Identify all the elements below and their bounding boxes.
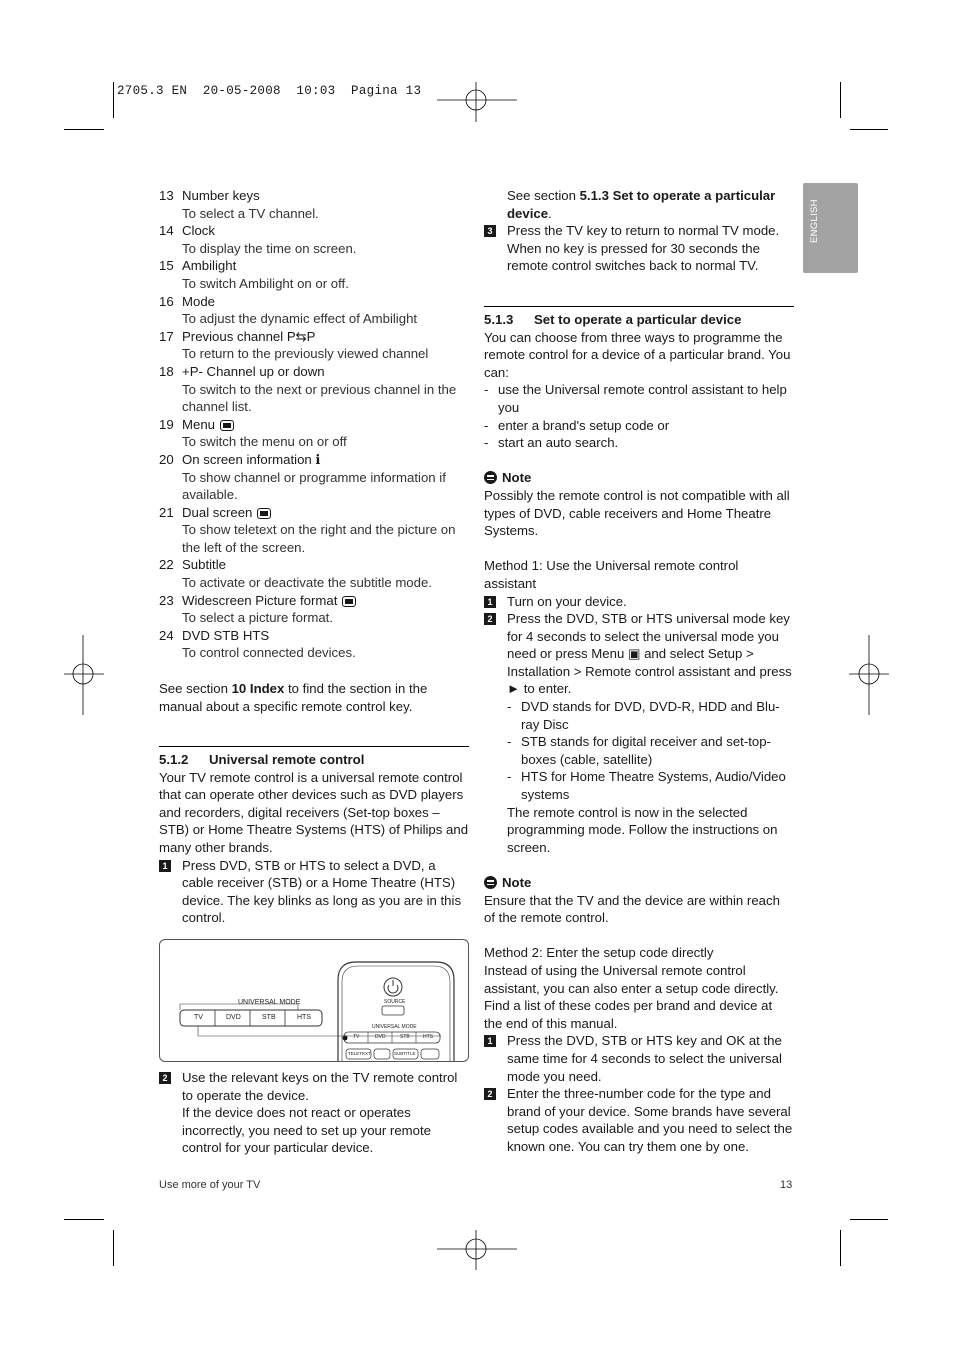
key-title: Mode xyxy=(182,293,215,309)
fig-source-label: SOURCE xyxy=(384,999,406,1005)
key-number: 24 xyxy=(159,627,174,643)
section-512-cont xyxy=(159,1069,469,1157)
section-512-step-2-note: If the device does not react or operates incorrectly, you need to set up your remote control for your particular device. xyxy=(182,1105,431,1156)
section-513-heading: 5.1.3 Set to operate a particular device xyxy=(484,306,794,329)
note-heading: Note xyxy=(484,469,794,487)
section-513 xyxy=(484,306,794,1156)
crop-mark xyxy=(113,1230,114,1266)
footer-left: Use more of your TV xyxy=(159,1179,261,1191)
print-header: 2705.3 EN 20-05-2008 10:03 Pagina 13 xyxy=(117,84,422,98)
key-title: Clock xyxy=(182,223,215,239)
key-item-20 xyxy=(159,451,469,504)
note-icon xyxy=(484,471,497,484)
see-section-513: See section 5.1.3 Set to operate a particular device. xyxy=(507,188,776,221)
crop-mark xyxy=(850,129,888,130)
key-number: 18 xyxy=(159,363,174,379)
fig-teletext-label: TELETEXT xyxy=(348,1051,371,1056)
universal-mode-label: UNIVERSAL MODE xyxy=(238,999,301,1006)
note-heading-2: Note xyxy=(484,874,794,892)
fig-universal-mode-small: UNIVERSAL MODE xyxy=(372,1024,417,1030)
registration-mark-left-icon xyxy=(64,635,104,715)
list-item: - HTS for Home Theatre Systems, Audio/Video systems xyxy=(507,768,794,803)
key-title: Widescreen Picture format xyxy=(182,592,338,608)
method-1-step-1: 1 Turn on your device. xyxy=(484,593,794,611)
dual-screen-icon xyxy=(257,508,271,519)
key-number: 14 xyxy=(159,223,174,239)
key-list xyxy=(159,187,469,662)
crop-mark xyxy=(840,82,841,118)
key-item-13 xyxy=(159,187,469,222)
key-title: On screen information ℹ xyxy=(182,451,321,467)
key-title: +P- Channel up or down xyxy=(182,363,325,379)
crop-mark xyxy=(64,1219,104,1220)
key-description: To switch Ambilight on or off. xyxy=(182,275,349,291)
method-2-step-2: 2 Enter the three-number code for the type and brand of your device. Some brands have several setup codes available and you need to select the known one. You can try them one by one. xyxy=(484,1085,794,1155)
page-number: 13 xyxy=(780,1179,793,1191)
menu-icon xyxy=(220,420,234,431)
key-number: 21 xyxy=(159,504,174,520)
list-item: - STB stands for digital receiver and set-top-boxes (cable, satellite) xyxy=(507,733,794,768)
list-item: - enter a brand's setup code or xyxy=(484,417,794,435)
key-title: DVD STB HTS xyxy=(182,627,270,643)
key-description: To activate or deactivate the subtitle mode. xyxy=(182,575,432,591)
key-number: 16 xyxy=(159,293,174,309)
section-512-step-2: 2 Use the relevant keys on the TV remote control to operate the device. xyxy=(159,1069,469,1104)
list-item: - use the Universal remote control assistant to help you xyxy=(484,381,794,416)
crop-mark xyxy=(113,82,114,118)
right-column-top xyxy=(484,187,794,275)
key-number: 17 xyxy=(159,328,174,344)
note-1-text: Possibly the remote control is not compatible with all types of DVD, cable receivers and Home Theatre Systems. xyxy=(484,487,790,539)
key-number: 23 xyxy=(159,592,174,608)
method-1-sublist xyxy=(484,698,794,804)
key-item-22 xyxy=(159,556,469,591)
key-item-18 xyxy=(159,363,469,416)
method-2-heading: Method 2: Enter the setup code directly xyxy=(484,945,714,961)
method-2-step-1: 1 Press the DVD, STB or HTS key and OK at the same time for 4 seconds to select the universal mode you need. xyxy=(484,1032,794,1085)
key-title: Dual screen xyxy=(182,504,253,520)
fig-key-tv: TV xyxy=(194,1014,203,1021)
crop-mark xyxy=(840,1230,841,1266)
fig-small-dvd: DVD xyxy=(375,1034,386,1040)
section-513-bullets xyxy=(484,381,794,451)
section-512-intro: Your TV remote control is a universal remote control that can operate other devices such as DVD players and recorders, digital receivers (Set-top boxes – STB) or Home Theatre Systems (HTS) of Philips and many other brands. xyxy=(159,769,469,855)
key-description: To show channel or programme information if available. xyxy=(182,469,446,503)
key-item-21 xyxy=(159,504,469,557)
key-description: To select a picture format. xyxy=(182,610,333,626)
note-2-text: Ensure that the TV and the device are within reach of the remote control. xyxy=(484,892,780,926)
key-item-16 xyxy=(159,293,469,328)
key-number: 20 xyxy=(159,451,174,467)
section-512-heading: 5.1.2 Universal remote control xyxy=(159,746,469,769)
language-tab xyxy=(803,183,858,273)
list-item: - start an auto search. xyxy=(484,434,794,452)
key-title: Previous channel P⇆P xyxy=(182,328,316,344)
key-number: 13 xyxy=(159,188,174,203)
crop-mark xyxy=(64,129,104,130)
note-icon xyxy=(484,876,497,889)
key-description: To select a TV channel. xyxy=(182,205,319,221)
method-2-intro: Instead of using the Universal remote control assistant, you can also enter a setup code directly. Find a list of these codes per brand and device at the end of this manual. xyxy=(484,962,779,1031)
key-item-23 xyxy=(159,592,469,627)
key-title: Ambilight xyxy=(182,258,237,274)
key-number: 22 xyxy=(159,557,174,573)
method-1-step-2: 2 Press the DVD, STB or HTS universal mode key for 4 seconds to select the universal mode you need or press Menu ▣ and select Setup > Installation > Remote control assistant and press ► to enter. xyxy=(484,610,794,698)
section-512-step-1: 1 Press DVD, STB or HTS to select a DVD, a cable receiver (STB) or a Home Theatre (HTS) device. The key blinks as long as you are in this control. xyxy=(159,857,469,927)
key-description: To adjust the dynamic effect of Ambilight xyxy=(182,311,418,327)
remote-control-illustration xyxy=(160,940,469,1062)
remote-control-figure xyxy=(159,939,469,1062)
section-512 xyxy=(159,746,469,927)
key-item-24 xyxy=(159,627,469,662)
fig-small-hts: HTS xyxy=(423,1034,433,1040)
key-item-14 xyxy=(159,222,469,257)
see-index-paragraph: See section 10 Index to find the section in the manual about a specific remote control key. xyxy=(159,681,428,714)
registration-mark-bottom-icon xyxy=(437,1230,517,1270)
method-1-after: The remote control is now in the selected programming mode. Follow the instructions on screen. xyxy=(507,804,778,855)
key-title: Menu xyxy=(182,416,215,432)
section-513-intro: You can choose from three ways to programme the remote control for a device of a particular brand. You can: xyxy=(484,329,791,380)
crop-mark xyxy=(850,1219,888,1220)
key-item-15 xyxy=(159,257,469,292)
key-number: 19 xyxy=(159,416,174,432)
method-1-heading: Method 1: Use the Universal remote control assistant xyxy=(484,558,739,591)
fig-key-dvd: DVD xyxy=(226,1014,241,1021)
key-title: Subtitle xyxy=(182,557,226,573)
fig-key-stb: STB xyxy=(262,1014,276,1021)
fig-small-tv: TV xyxy=(353,1034,360,1040)
key-description: To control connected devices. xyxy=(182,645,356,661)
key-title: Number keys xyxy=(182,188,260,203)
left-column xyxy=(159,187,469,715)
fig-small-stb: STB xyxy=(400,1034,410,1040)
key-description: To return to the previously viewed channel xyxy=(182,346,429,362)
key-description: To show teletext on the right and the picture on the left of the screen. xyxy=(182,522,456,555)
key-item-17 xyxy=(159,328,469,363)
list-item: - DVD stands for DVD, DVD-R, HDD and Blu-ray Disc xyxy=(507,698,794,733)
key-item-19 xyxy=(159,416,469,451)
step-3: 3 Press the TV key to return to normal TV mode. When no key is pressed for 30 seconds the remote control switches back to normal TV. xyxy=(484,222,794,275)
registration-mark-top-icon xyxy=(437,82,517,122)
key-description: To display the time on screen. xyxy=(182,240,357,256)
key-description: To switch to the next or previous channel in the channel list. xyxy=(182,381,457,415)
widescreen-icon xyxy=(342,596,356,607)
fig-subtitle-label: SUBTITLE xyxy=(394,1051,416,1056)
key-number: 15 xyxy=(159,258,174,274)
language-tab-label: ENGLISH xyxy=(809,199,820,243)
registration-mark-right-icon xyxy=(849,635,889,715)
fig-key-hts: HTS xyxy=(297,1014,311,1021)
key-description: To switch the menu on or off xyxy=(182,434,347,450)
